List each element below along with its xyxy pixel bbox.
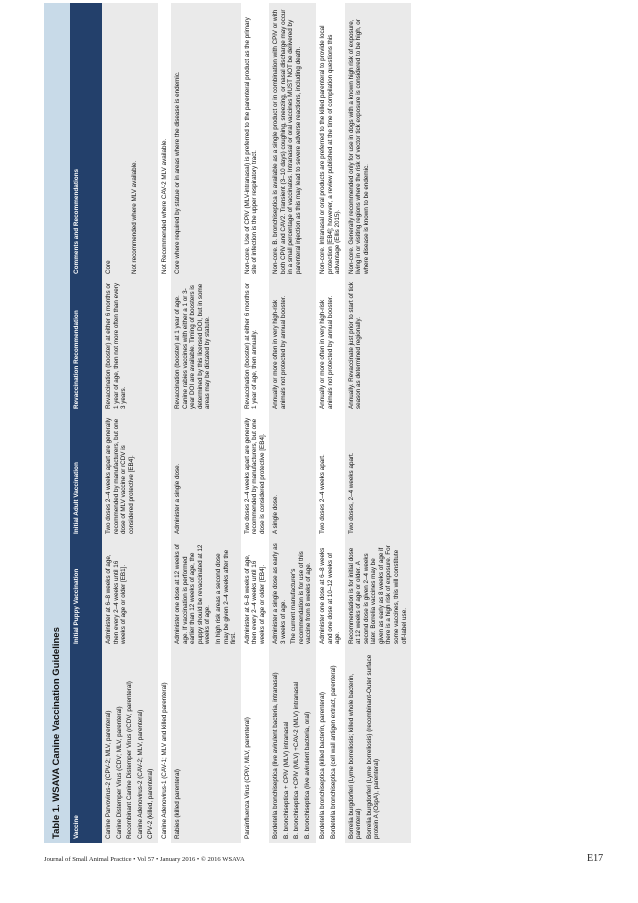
cell-puppy bbox=[269, 538, 316, 648]
cell-adult bbox=[171, 413, 240, 538]
cell-vaccine bbox=[345, 648, 411, 843]
cell-text: Non-core. Generally recommended only for use in dogs with a known high risk of exposure, living in or visiting regions where the risk of vector tick exposure is considered to be high, or where disease is known to be endemic. bbox=[347, 19, 370, 274]
cell-text: Recommendation is for initial dose at 12 weeks of age or older. A second dose is given 2–4 weeks later. Borrelia vaccines may be given as early as 8 weeks of age if there is a high risk of exposure. For some vaccines, this will constitute off-label use. bbox=[347, 545, 408, 644]
cell-vaccine bbox=[241, 648, 270, 843]
cell-comments bbox=[171, 3, 240, 278]
cell-text: Not Recommended where CAV-2 MLV available. bbox=[160, 138, 168, 274]
cell-text: Rabies (killed parenteral) bbox=[174, 769, 182, 839]
header-revaccination: Revaccination Recommendation bbox=[70, 278, 102, 413]
rotated-table-page bbox=[44, 3, 604, 843]
cell-text: Parainfluenza Virus (CPiV; MLV, parenteral) bbox=[243, 717, 251, 839]
cell-text: Administer one dose at 6–8 weeks and one dose at 10–12 weeks of age. bbox=[319, 547, 342, 644]
cell-text: Annually. Revaccinate just prior to start of tick season as determined regionally. bbox=[347, 282, 363, 409]
cell-text: In high risk areas a second dose may be given 2–4 weeks after the first. bbox=[215, 549, 238, 644]
cell-text: Bordetella bronchiseptica (cell wall antigen extract, parenteral) bbox=[329, 665, 337, 839]
cell-text: Recombinant Canine Distemper Virus (rCDV, parenteral) bbox=[126, 681, 134, 839]
cell-puppy bbox=[171, 538, 240, 648]
cell-text: Canine Adenovirus-2 (CAV-2; MLV, parenteral) bbox=[136, 709, 144, 839]
vaccination-table bbox=[70, 3, 411, 843]
cell-text: Administer a single dose as early as 3 weeks of age. bbox=[272, 543, 287, 644]
cell-text: Revaccination (booster) at either 6 months or 1 year of age, then not more often than every 3 years. bbox=[105, 282, 128, 409]
cell-comments bbox=[102, 3, 158, 278]
cell-adult bbox=[158, 413, 172, 538]
table-row bbox=[158, 3, 172, 843]
cell-comments bbox=[269, 3, 316, 278]
cell-puppy bbox=[158, 538, 172, 648]
cell-text: Core where required by statue or in areas where the disease is endemic. bbox=[174, 71, 182, 274]
cell-text: Borrelia burgdorferi (Lyme borreliosis; killed whole bacterin, parenteral) bbox=[347, 673, 363, 839]
cell-text: Administer at 6–8 weeks of age, then every 2–4 weeks until 16 weeks of age or older [EB1]. bbox=[105, 554, 128, 644]
cell-comments bbox=[316, 3, 345, 278]
cell-text: Revaccination (booster) at either 6 months or 1 year of age, then annually. bbox=[243, 283, 259, 409]
table-row bbox=[171, 3, 240, 843]
cell-adult bbox=[241, 413, 270, 538]
cell-text bbox=[161, 542, 167, 644]
cell-adult bbox=[316, 413, 345, 538]
cell-text: Canine Parvovirus-2 (CPV-2; MLV, parenteral) bbox=[105, 710, 112, 839]
cell-text: Two doses, 2–4 weeks apart. bbox=[347, 452, 355, 534]
cell-comments bbox=[345, 3, 411, 278]
page-number: E17 bbox=[587, 853, 604, 864]
cell-text: Canine Distemper Virus (CDV; MLV, parenteral) bbox=[115, 706, 123, 839]
cell-adult bbox=[345, 413, 411, 538]
cell-text: Non-core. Intranasal or oral products are preferred to the killed parenteral to provide local protection [EB4]; however, a review published at the time of compilation questions this advantage (Ellis 2015). bbox=[319, 25, 342, 274]
cell-text: Annually or more often in very high-risk animals not protected by annual booster. bbox=[319, 295, 334, 409]
cell-puppy bbox=[345, 538, 411, 648]
table-caption: Table 1. WSAVA Canine Vaccination Guidelines bbox=[44, 3, 70, 843]
cell-text: Non-core. Use of CPiV (MLV-intranasal) is preferred to the parenteral product as the primary site of infection is the upper respiratory tract. bbox=[243, 17, 259, 274]
cell-reva bbox=[102, 278, 158, 413]
cell-text: Two doses 2–4 weeks apart. bbox=[319, 454, 327, 534]
journal-citation: Journal of Small Animal Practice • Vol 57 • January 2016 • © 2016 WSAVA bbox=[44, 856, 245, 863]
cell-reva bbox=[158, 278, 172, 413]
cell-reva bbox=[241, 278, 270, 413]
cell-text: Administer at 6–8 weeks of age, then every 2–4 weeks until 16 weeks of age or older [EB4]. bbox=[243, 554, 266, 644]
cell-text: Core bbox=[105, 260, 112, 274]
cell-text: B. bronchiseptica +CPiV (MLV) +CAV-2 (MLV) intranasal bbox=[293, 681, 301, 839]
cell-text: A single dose. bbox=[272, 494, 280, 534]
cell-puppy bbox=[102, 538, 158, 648]
table-row bbox=[241, 3, 270, 843]
cell-text: Administer a single dose. bbox=[174, 463, 182, 534]
cell-text: Annually or more often in very high-risk animals not protected by annual booster. bbox=[272, 295, 287, 409]
cell-text: Bordetella bronchiseptica (live avirulent bacteria, intranasal) bbox=[272, 672, 280, 839]
cell-reva bbox=[345, 278, 411, 413]
cell-text: Revaccination (booster) at 1 year of age. Canine rabies vaccines with either a 1 or 3-year DOI are available. Timing of boosters is determined by this licensed DOI, but in some areas may be dictated by statute. bbox=[174, 283, 212, 409]
cell-puppy bbox=[316, 538, 345, 648]
table-row bbox=[316, 3, 345, 843]
cell-comments bbox=[241, 3, 270, 278]
cell-reva bbox=[269, 278, 316, 413]
header-comments: Comments and Recommendations bbox=[70, 3, 102, 278]
cell-text bbox=[161, 282, 167, 409]
cell-vaccine bbox=[171, 648, 240, 843]
table-row bbox=[345, 3, 411, 843]
cell-reva bbox=[171, 278, 240, 413]
cell-comments bbox=[158, 3, 172, 278]
cell-reva bbox=[316, 278, 345, 413]
cell-text: Borrelia burgdorferi (Lyme borreliosis) (recombinant-Outer surface protein A (OspA), parenteral) bbox=[365, 654, 381, 839]
table-row bbox=[102, 3, 158, 843]
table-header-row bbox=[70, 3, 102, 843]
cell-text: Administer one dose at 12 weeks of age. If vaccination is performed earlier than 12 weeks of age, the puppy should be revaccinated at 12 weeks of age. bbox=[174, 544, 212, 644]
cell-text: The current manufacturer's recommendation is for use of this vaccine from 8 weeks of age. bbox=[290, 551, 313, 644]
cell-puppy bbox=[241, 538, 270, 648]
cell-text: B. bronchiseptica + CPiV (MLV) intranasal bbox=[282, 721, 290, 839]
cell-vaccine bbox=[158, 648, 172, 843]
cell-text: Not recommended where MLV available. bbox=[130, 160, 138, 274]
cell-vaccine bbox=[102, 648, 158, 843]
header-adult: Initial Adult Vaccination bbox=[70, 413, 102, 538]
cell-vaccine bbox=[269, 648, 316, 843]
cell-text: Two doses 2–4 weeks apart are generally recommended by manufacturers, but one dose is considered protective [EB4]. bbox=[243, 417, 266, 534]
header-vaccine: Vaccine bbox=[70, 648, 102, 843]
cell-adult bbox=[102, 413, 158, 538]
header-puppy: Initial Puppy Vaccination bbox=[70, 538, 102, 648]
cell-text: Non-core. B. bronchiseptica is available as a single product or in combination with CPiV or with both CPiV and CAV2. Transient (3–10 days) coughing, sneezing, or nasal discharge may occur in a small percentage of vaccinates. Intranasal or oral vaccines MUST NOT be delivered by parenteral injection as this may lead to severe adverse reactions, including death. bbox=[272, 9, 302, 274]
cell-text: B. bronchiseptica (live avirulent bacteria, oral) bbox=[303, 711, 311, 839]
cell-vaccine bbox=[316, 648, 345, 843]
cell-text: Two doses 2–4 weeks apart are generally recommended by manufacturers, but one dose of MLV vaccine or rCDV is considered protective [EB4]. bbox=[105, 417, 135, 534]
cell-text: Canine Adenovirus-1 (CAV-1; MLV and killed parenteral) bbox=[160, 682, 168, 839]
cell-text: Bordetella bronchiseptica (killed bacterin, parenteral) bbox=[319, 691, 327, 839]
table-row bbox=[269, 3, 316, 843]
cell-text bbox=[161, 417, 167, 534]
cell-adult bbox=[269, 413, 316, 538]
cell-text: CPV-2 (killed, parenteral) bbox=[147, 768, 155, 839]
